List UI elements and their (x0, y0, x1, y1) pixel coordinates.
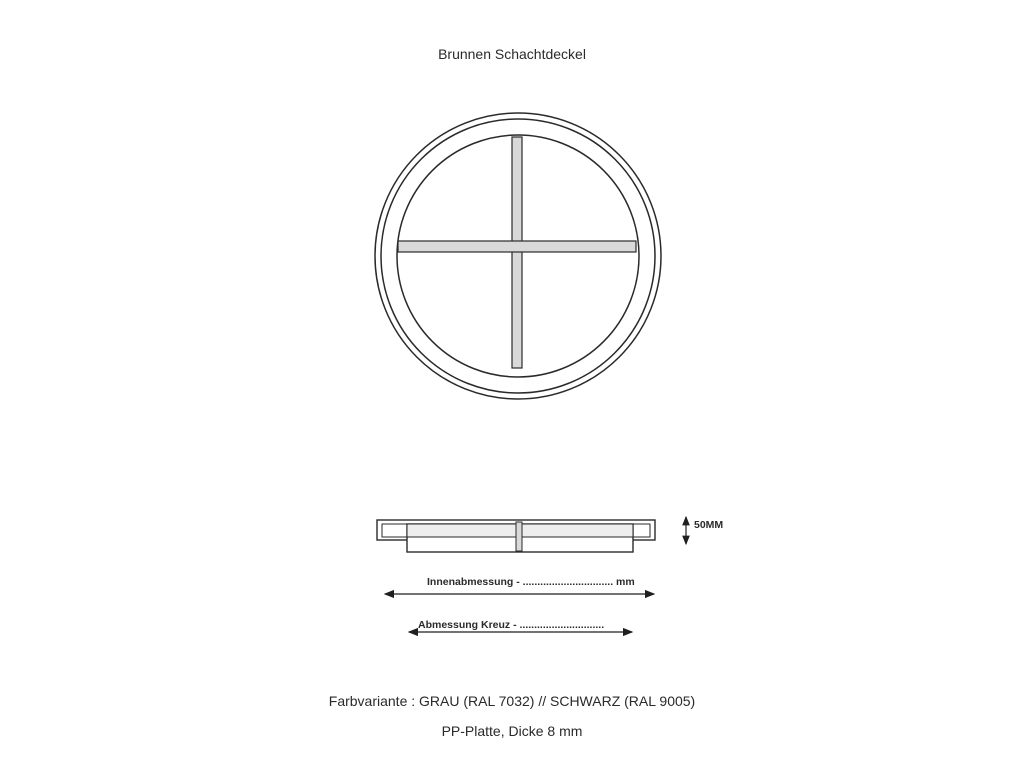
drawing-title: Brunnen Schachtdeckel (438, 46, 586, 62)
material-text: PP-Platte, Dicke 8 mm (441, 723, 583, 739)
cross-dimension-label: Abmessung Kreuz - ............................. (418, 619, 605, 631)
color-variant-text: Farbvariante : GRAU (RAL 7032) // SCHWARZ (RAL 9005) (328, 693, 696, 709)
cross-bar-horizontal (398, 241, 636, 252)
inner-dimension-label: Innenabmessung - ............................... mm (427, 576, 635, 588)
height-label: 50MM (694, 519, 724, 531)
top-view (375, 113, 661, 399)
side-cross-bar-vertical (516, 522, 522, 551)
side-view (377, 520, 655, 552)
